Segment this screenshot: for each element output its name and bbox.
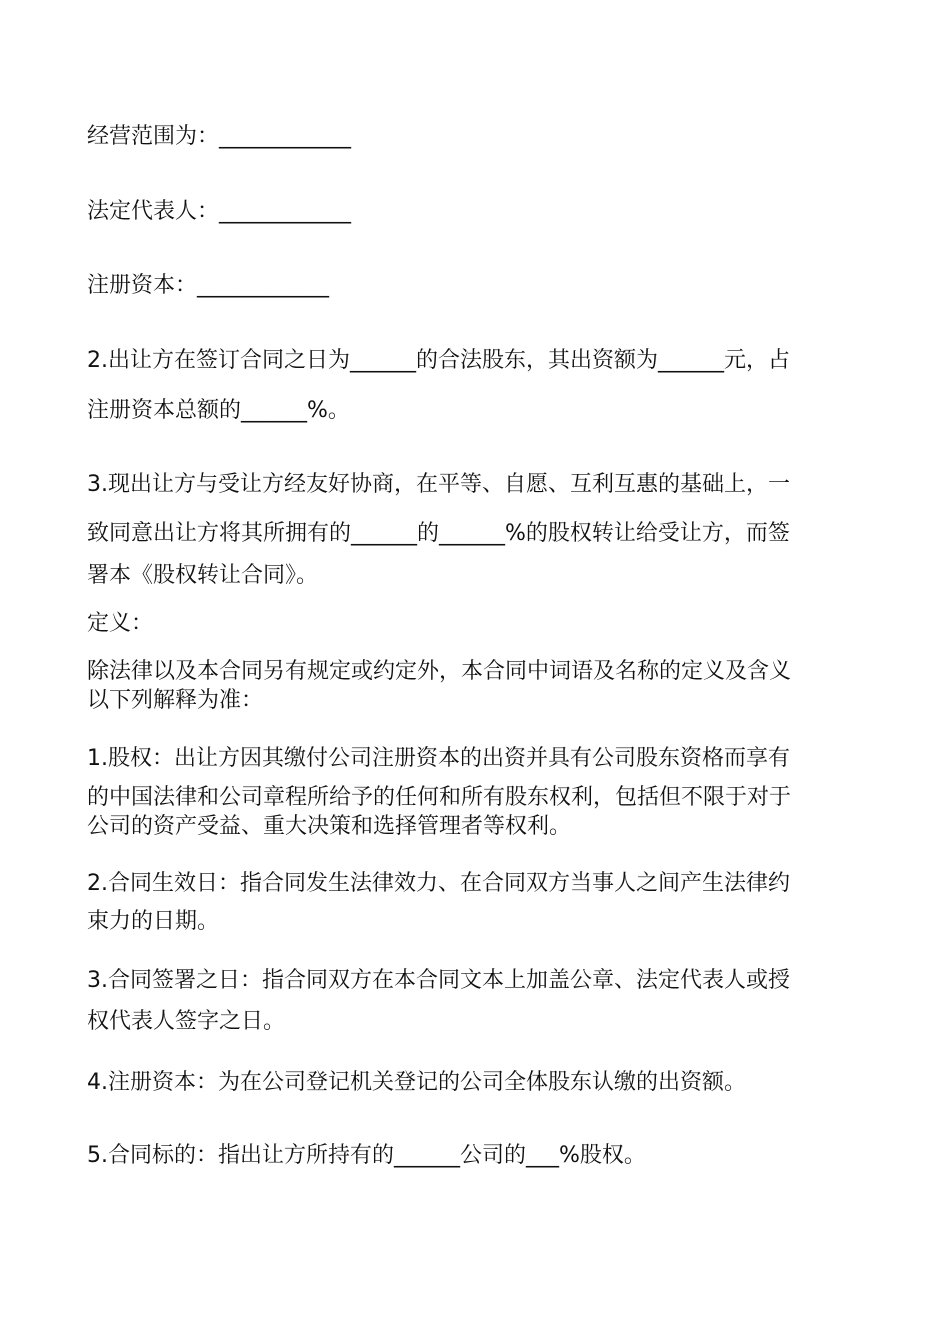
definition-3-line-2: 权代表人签字之日。 [87, 1009, 286, 1034]
clause-3-line-2: 致同意出让方将其所拥有的______的______%的股权转让给受让方，而签 [87, 521, 790, 546]
definition-4-line: 4.注册资本：为在公司登记机关登记的公司全体股东认缴的出资额。 [87, 1070, 746, 1095]
definitions-intro-line-2: 以下列解释为准： [87, 688, 264, 713]
definition-1-line-1: 1.股权：出让方因其缴付公司注册资本的出资并具有公司股东资格而享有 [87, 746, 790, 771]
legal-representative-line: 法定代表人：____________ [87, 199, 352, 224]
definition-5-line: 5.合同标的：指出让方所持有的______公司的___%股权。 [87, 1143, 646, 1168]
definitions-heading: 定义： [87, 611, 154, 636]
clause-2-line-1: 2.出让方在签订合同之日为______的合法股东，其出资额为______元，占 [87, 348, 790, 373]
definition-2-line-1: 2.合同生效日：指合同发生法律效力、在合同双方当事人之间产生法律约 [87, 871, 790, 896]
definition-1-line-2: 的中国法律和公司章程所给予的任何和所有股东权利，包括但不限于对于 [87, 785, 792, 810]
definitions-intro-line-1: 除法律以及本合同另有规定或约定外，本合同中词语及名称的定义及含义 [87, 659, 792, 684]
business-scope-line: 经营范围为：____________ [87, 124, 352, 149]
definition-1-line-3: 公司的资产受益、重大决策和选择管理者等权利。 [87, 814, 572, 839]
definition-2-line-2: 束力的日期。 [87, 909, 220, 934]
definition-3-line-1: 3.合同签署之日：指合同双方在本合同文本上加盖公章、法定代表人或授 [87, 968, 790, 993]
clause-2-line-2: 注册资本总额的______%。 [87, 398, 350, 423]
clause-3-line-3: 署本《股权转让合同》。 [87, 563, 319, 588]
registered-capital-line: 注册资本：____________ [87, 273, 330, 298]
clause-3-line-1: 3.现出让方与受让方经友好协商，在平等、自愿、互利互惠的基础上，一 [87, 472, 790, 497]
